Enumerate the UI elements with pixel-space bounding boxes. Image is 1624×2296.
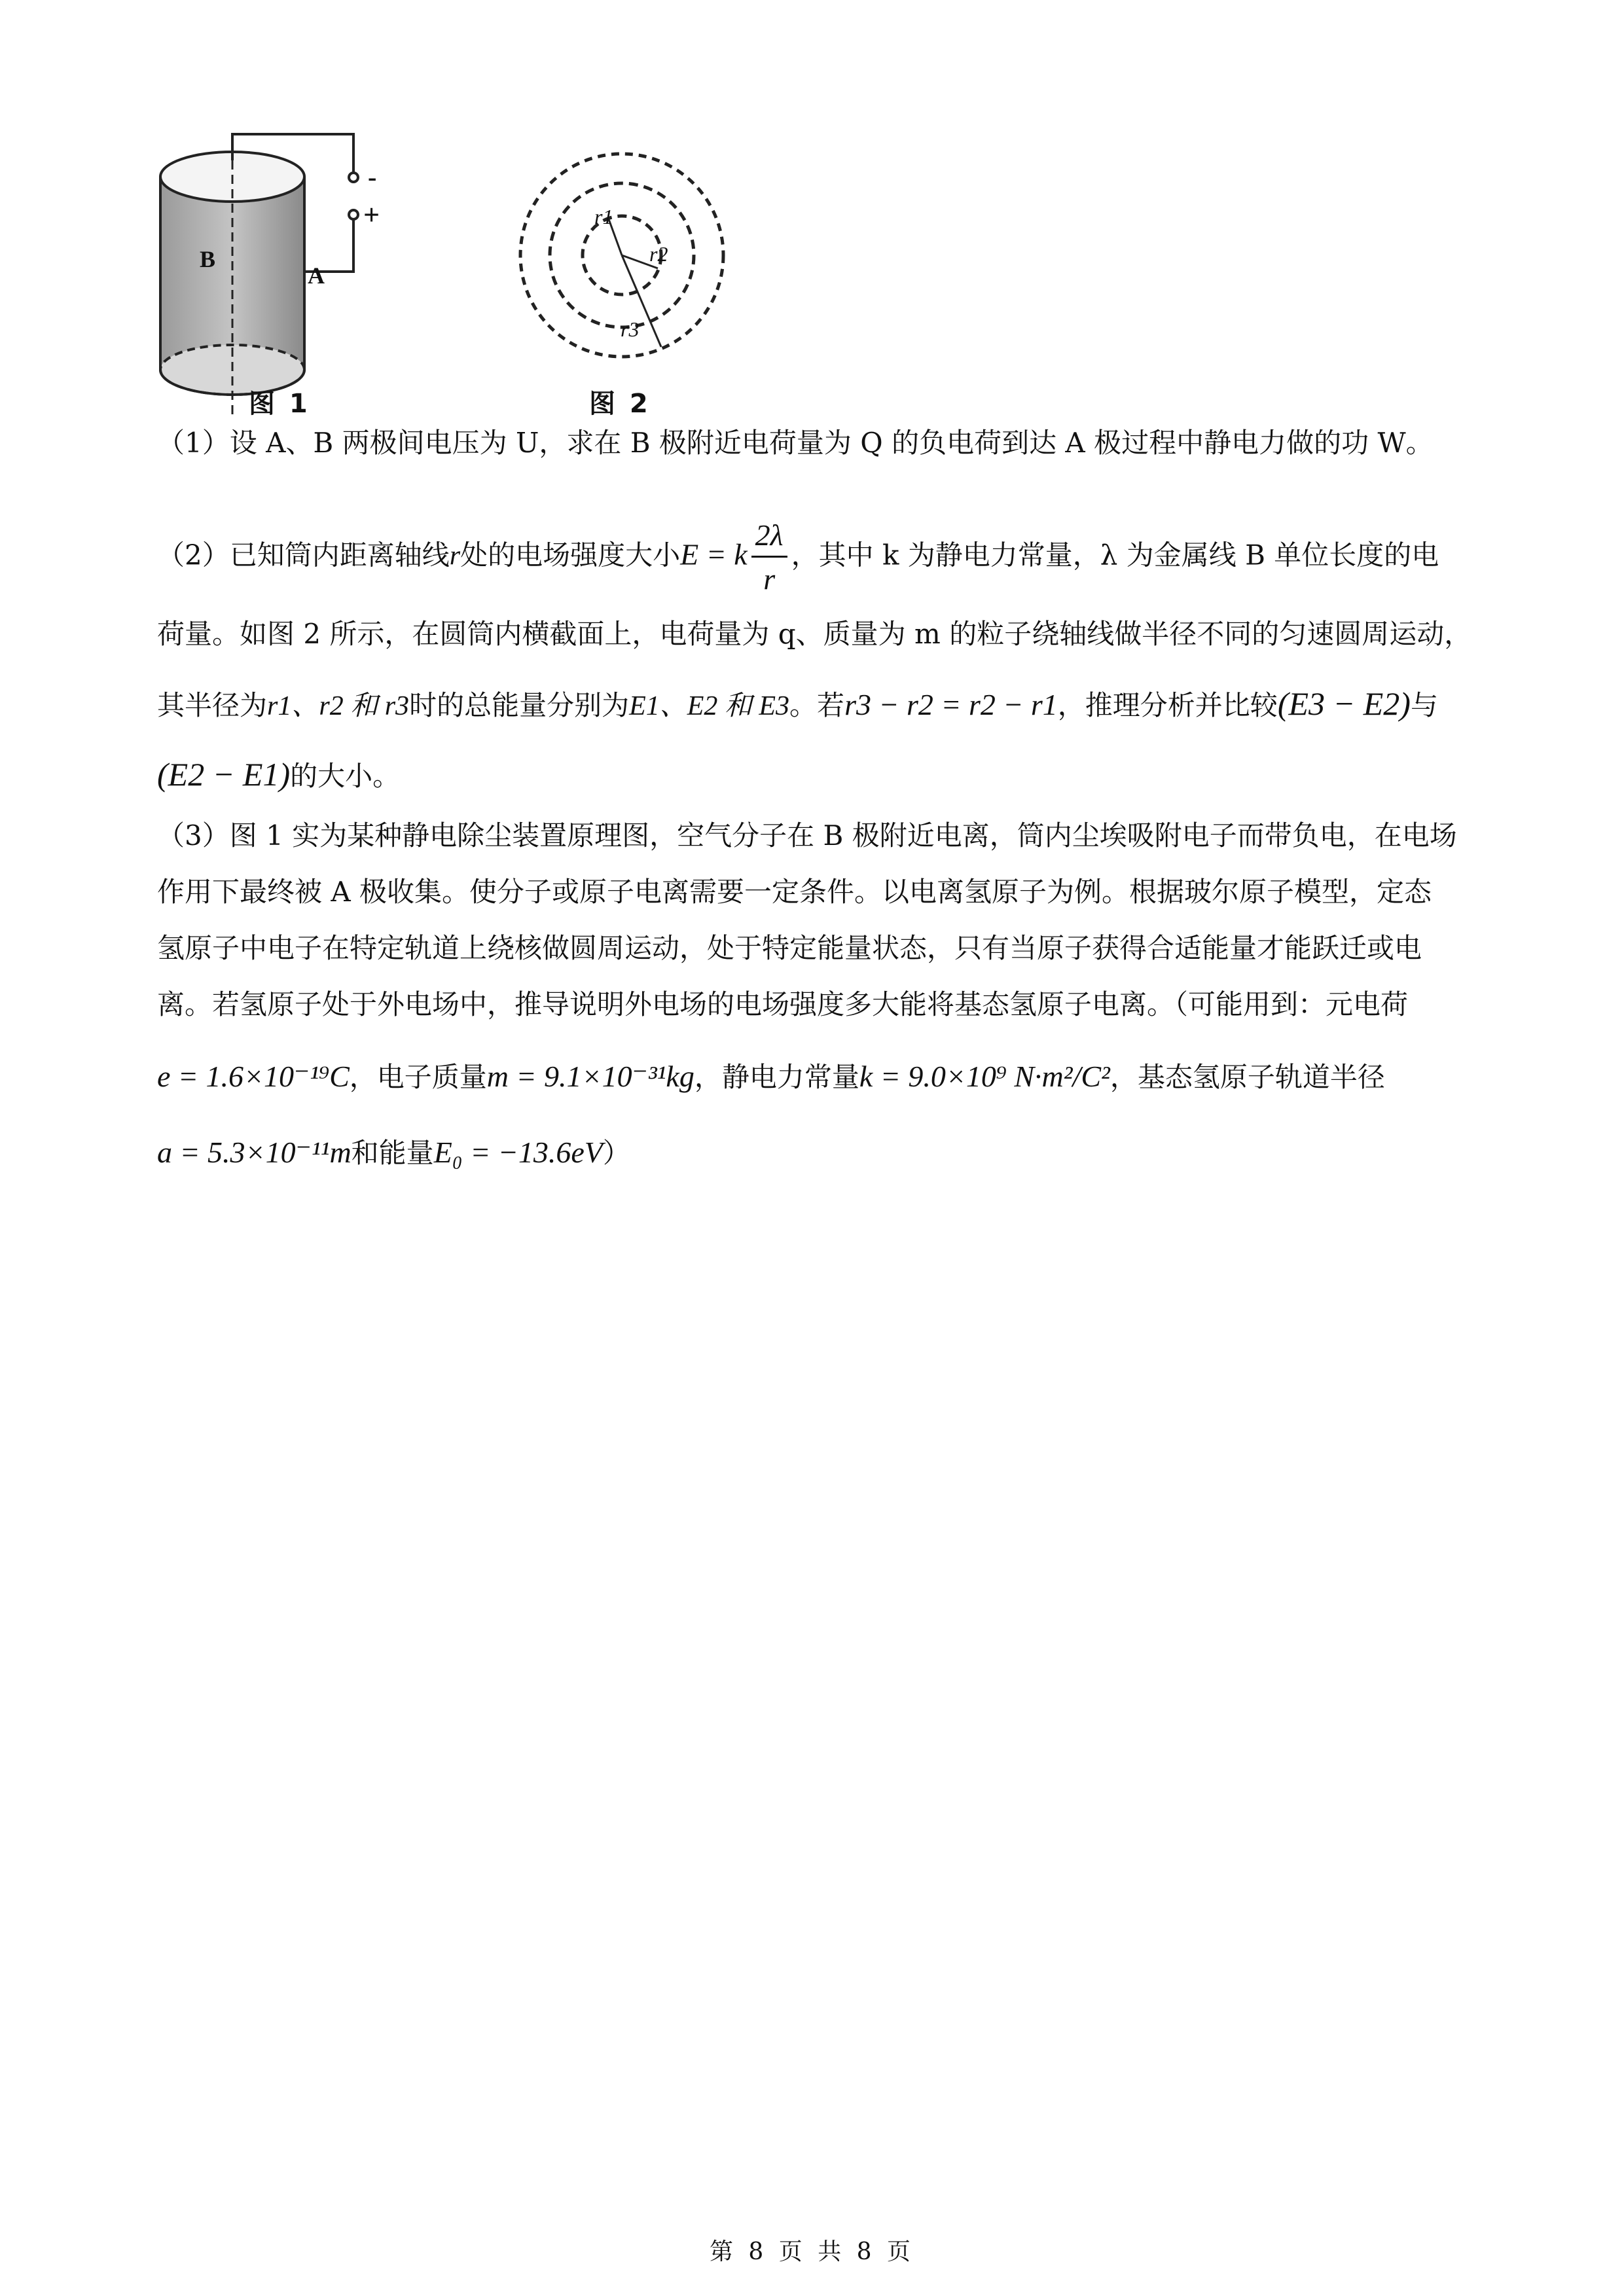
- question-1: [157, 429, 1492, 457]
- q2-frac-den: r: [763, 562, 776, 596]
- q3-mass-label: ，电子质量: [349, 1061, 487, 1093]
- figure-2-label-r3: r3: [621, 317, 640, 341]
- q2-line3-a: 其半径为: [157, 689, 268, 721]
- question-2-line-2: 荷量。如图 2 所示，在圆筒内横截面上，电荷量为 q、质量为 m 的粒子绕轴线做半径不同的匀速圆周运动，: [157, 618, 1472, 650]
- q2-radii: r1、r2 和 r3: [267, 691, 410, 721]
- figures-area: [151, 121, 740, 422]
- figure-2-caption: 图 2: [589, 389, 651, 419]
- q2-line4-tail: 的大小。: [290, 760, 401, 792]
- q2-after-formula: ，其中 k 为静电力常量，λ 为金属线 B 单位长度的电: [791, 539, 1439, 571]
- q2-after-r: 处的电场强度大小: [460, 539, 681, 571]
- q3-a-value: a = 5.3×10⁻¹¹m: [157, 1136, 352, 1169]
- q2-line3-b: 时的总能量分别为: [409, 689, 630, 721]
- q3-m-value: m = 9.1×10⁻³¹kg: [486, 1060, 695, 1093]
- question-2-line-3: [157, 685, 1492, 722]
- question-3-line-1: （3）图 1 实为某种静电除尘装置原理图，空气分子在 B 极附近电离，筒内尘埃吸附电子而带负电，在电场: [157, 819, 1457, 852]
- q3-k-value: k = 9.0×10⁹ N·m²/C²: [859, 1060, 1110, 1093]
- q3-energy-label: 和能量: [351, 1137, 434, 1169]
- q3-e-value: e = 1.6×10⁻¹⁹C: [157, 1060, 350, 1093]
- question-1-text: （1）设 A、B 两极间电压为 U，求在 B 极附近电荷量为 Q 的负电荷到达 A 极过程中静电力做的功 W。: [157, 427, 1434, 459]
- question-3-line-5: [157, 1057, 1492, 1096]
- q2-compare-1: (E3 − E2): [1277, 685, 1411, 722]
- figure-1-label-a: A: [308, 262, 325, 289]
- figure-1-terminal-minus: -: [368, 162, 377, 192]
- question-3-line-4: 离。若氢原子处于外电场中，推导说明外电场的电场强度多大能将基态氢原子电离。（可能用到：元电荷: [157, 988, 1409, 1020]
- q2-fraction: [751, 520, 787, 594]
- q2-r: r: [449, 541, 461, 571]
- figure-1-caption: 图 1: [249, 389, 310, 419]
- q3-E0-value: E₀ = −13.6eV: [433, 1136, 603, 1169]
- question-2-line-4: [157, 756, 1492, 793]
- question-content: [157, 429, 1492, 1172]
- q2-condition: r3 − r2 = r2 − r1: [844, 688, 1058, 721]
- q3-close: ）: [602, 1137, 630, 1169]
- q3-radius-label: ，基态氢原子轨道半径: [1110, 1061, 1385, 1093]
- question-3: [157, 821, 1492, 1172]
- question-2-line-1: [157, 518, 1492, 596]
- q2-frac-num: 2λ: [751, 520, 787, 558]
- page-footer: 第 8 页 共 8 页: [709, 2238, 915, 2265]
- q2-E-eq: E = k: [680, 537, 748, 571]
- question-3-line-6: [157, 1133, 1492, 1172]
- q2-energies: E1、E2 和 E3: [629, 691, 790, 721]
- question-3-line-2: 作用下最终被 A 极收集。使分子或原子电离需要一定条件。以电离氢原子为例。根据玻尔原子模型，定态: [157, 876, 1432, 908]
- question-2: [157, 518, 1492, 793]
- q2-line3-c: 。若: [789, 689, 845, 721]
- figure-2-label-r2: r2: [649, 242, 668, 266]
- figure-1-label-b: B: [200, 246, 216, 272]
- q2-compare-2: (E2 − E1): [157, 756, 291, 793]
- q2-line3-e: 与: [1410, 689, 1438, 721]
- q3-k-label: ，静电力常量: [694, 1061, 859, 1093]
- q2-line3-d: ，推理分析并比较: [1057, 689, 1278, 721]
- q2-prefix: （2）已知筒内距离轴线: [157, 539, 450, 571]
- figure-2-label-r1: r1: [594, 205, 613, 228]
- figure-1-terminal-plus: +: [363, 199, 380, 231]
- question-3-line-3: 氢原子中电子在特定轨道上绕核做圆周运动，处于特定能量状态，只有当原子获得合适能量才能跃迁或电: [157, 932, 1422, 964]
